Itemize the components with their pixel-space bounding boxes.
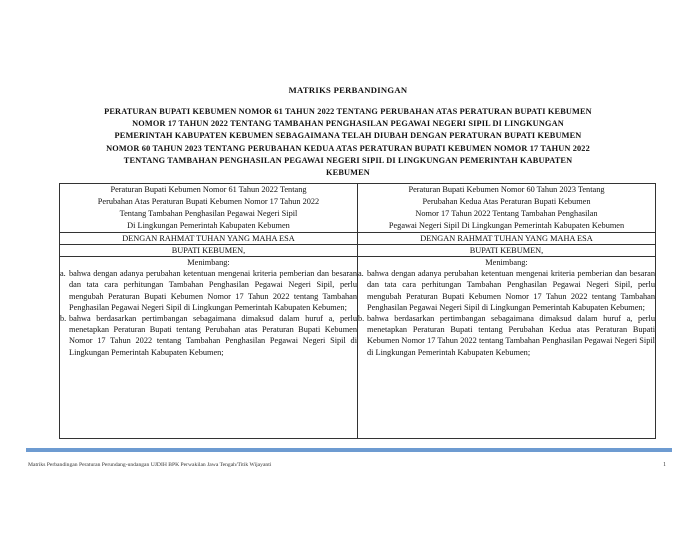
footer-text: Matriks Perbandingan Peraturan Perundang-undangan UJDIH BPK Perwakilan Jawa Tengah/Titik Wijayanti (28, 462, 272, 468)
item-label: b. (358, 314, 365, 324)
right-bupati: BUPATI KEBUMEN, (358, 245, 656, 257)
item-text: bahwa dengan adanya perubahan ketentuan mengenai kriteria pemberian dan besaran dan tata cara perhitungan Tambahan Penghasilan Pegawai Negeri Sipil, perlu mengubah Peraturan Bupati Kebumen Nomor 17 Tahun 2022 tentang Tambahan Penghasilan Pegawai Negeri Sipil di Lingkungan Pemerintah Kabupaten Kebumen; (367, 269, 655, 312)
left-rahmat: DENGAN RAHMAT TUHAN YANG MAHA ESA (60, 233, 358, 245)
right-column-header (358, 184, 656, 233)
header-line: Peraturan Bupati Kebumen Nomor 61 Tahun 2022 Tentang (110, 185, 307, 194)
item-label: a. (60, 269, 66, 279)
header-line: Peraturan Bupati Kebumen Nomor 60 Tahun 2023 Tentang (408, 185, 605, 194)
menimbang-label: Menimbang: (485, 258, 528, 267)
header-line: Di Lingkungan Pemerintah Kabupaten Kebumen (127, 221, 290, 230)
subtitle-line: KEBUMEN (326, 168, 370, 178)
footer-divider (26, 448, 672, 452)
right-menimbang-cell (358, 257, 656, 439)
comparison-table (59, 183, 656, 439)
list-item (60, 313, 357, 358)
left-menimbang-cell (60, 257, 358, 439)
header-line: Perubahan Kedua Atas Peraturan Bupati Kebumen (422, 197, 591, 206)
document-subtitle (60, 106, 636, 179)
page-number: 1 (663, 462, 666, 468)
item-text: bahwa berdasarkan pertimbangan sebagaimana dimaksud dalam huruf a, perlu menetapkan Peraturan Bupati tentang Perubahan Kedua atas Peraturan Bupati Kebumen Nomor 17 Tahun 2022 tentang Tambahan Penghasilan Pegawai Negeri Sipil di Lingkungan Pemerintah Kabupaten Kebumen; (367, 314, 655, 357)
subtitle-line: NOMOR 60 TAHUN 2023 TENTANG PERUBAHAN KEDUA ATAS PERATURAN BUPATI KEBUMEN NOMOR 17 TAHUN 2022 (106, 143, 590, 153)
left-column-header (60, 184, 358, 233)
item-label: b. (60, 314, 67, 324)
subtitle-line: PERATURAN BUPATI KEBUMEN NOMOR 61 TAHUN 2022 TENTANG PERUBAHAN ATAS PERATURAN BUPATI KEBUMEN (104, 107, 592, 116)
item-text: bahwa dengan adanya perubahan ketentuan mengenai kriteria pemberian dan besaran dan tata cara perhitungan Tambahan Penghasilan Pegawai Negeri Sipil, perlu mengubah Peraturan Bupati Kebumen Nomor 17 Tahun 2022 tentang Tambahan Penghasilan Pegawai Negeri Sipil di Lingkungan Pemerintah Kabupaten Kebumen; (69, 269, 357, 312)
list-item (60, 268, 357, 313)
menimbang-label: Menimbang: (187, 258, 230, 267)
list-item (358, 313, 655, 358)
subtitle-line: PEMERINTAH KABUPATEN KEBUMEN SEBAGAIMANA TELAH DIUBAH DENGAN PERATURAN BUPATI KEBUMEN (114, 131, 582, 141)
item-label: a. (358, 269, 364, 279)
subtitle-line: NOMOR 17 TAHUN 2022 TENTANG TAMBAHAN PENGHASILAN PEGAWAI NEGERI SIPIL DI LINGKUNGAN (132, 119, 564, 129)
header-line: Nomor 17 Tahun 2022 Tentang Tambahan Penghasilan (415, 209, 598, 218)
left-bupati: BUPATI KEBUMEN, (60, 245, 358, 257)
document-title: MATRIKS PERBANDINGAN (288, 85, 408, 95)
item-text: bahwa berdasarkan pertimbangan sebagaimana dimaksud dalam huruf a, perlu menetapkan Peraturan Bupati tentang Perubahan atas Peraturan Bupati Kebumen Nomor 17 Tahun 2022 tentang Tambahan Penghasilan Pegawai Negeri Sipil di Lingkungan Pemerintah Kabupaten Kebumen; (69, 314, 357, 357)
header-line: Tentang Tambahan Penghasilan Pegawai Negeri Sipil (119, 209, 298, 218)
subtitle-line: TENTANG TAMBAHAN PENGHASILAN PEGAWAI NEGERI SIPIL DI LINGKUNGAN PEMERINTAH KABUPATEN (123, 155, 573, 165)
list-item (358, 268, 655, 313)
header-line: Pegawai Negeri Sipil Di Lingkungan Pemerintah Kabupaten Kebumen (388, 221, 625, 230)
header-line: Perubahan Atas Peraturan Bupati Kebumen Nomor 17 Tahun 2022 (97, 197, 320, 206)
right-rahmat: DENGAN RAHMAT TUHAN YANG MAHA ESA (358, 233, 656, 245)
